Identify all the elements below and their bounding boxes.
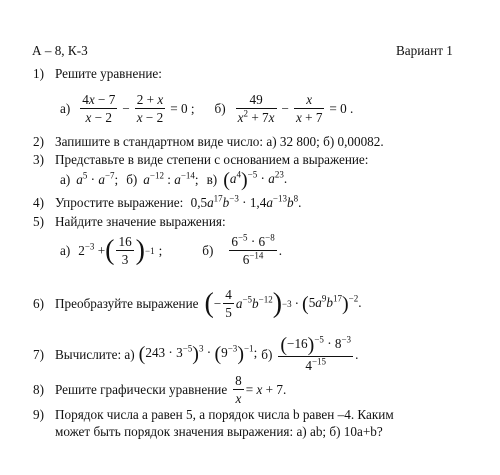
task-3-title: 3) Представьте в виде степени с основанием a выражение: (33, 152, 369, 167)
task-6: 6) Преобразуйте выражение ( − $\frac{4}{5}$ $a^{-5}b^{-12}$ ) −3 · $(5a^9b^{17})^{-2}$. (33, 287, 362, 321)
task-2: 2) Запишите в стандартном виде число: а) 32 800; б) 0,00082. (33, 134, 384, 149)
header-left: А – 8, К-3 (32, 43, 88, 58)
task-7: 7) Вычислите: а) $(243 \cdot 3^{-5})^3 \cdot (9^{-3})^{-1}$; б) $\frac{(-16)^{-5} \cdot 8^{-3}}{4^{-15}}$ . (33, 334, 359, 373)
task-1-title: 1) Решите уравнение: (33, 66, 162, 81)
task-8: 8) Решите графически уравнение $\frac{8}{x}$ = x + 7. (33, 373, 287, 407)
task-9-line-1: 9) Порядок числа a равен 5, а порядок числа b равен –4. Каким (33, 407, 394, 422)
task-5-title: 5) Найдите значение выражения: (33, 214, 226, 229)
task-5-expressions: а) $2^{-3}$ + ( $\frac{16}{3}$ ) −1 ; б) $\frac{6^{-5} \cdot 6^{-8}}{6^{-14}}$ . (60, 232, 282, 268)
task-3-expressions: а) $a^5 \cdot a^{-7}$; б) $a^{-12}$ : $a^{-14}$; в) $(a^4)^{-5} \cdot a^{23}$. (60, 169, 288, 191)
task-9-line-2: может быть порядок значения выражения: а) ab; б) 10a+b? (55, 424, 383, 439)
header-right: Вариант 1 (396, 43, 453, 58)
task-4: 4) Упростите выражение: $0,5a^{17}b^{-3} \cdot 1,4a^{-13}b^8$. (33, 193, 302, 210)
task-1-equations: а) $\frac{4x - 7}{x - 2}$ − $\frac{2 + x}{x - 2}$ = 0 ; б) $\frac{49}{x^2 + 7x}$ − $\frac{x}{x + 7}$ = 0 . (60, 92, 354, 126)
